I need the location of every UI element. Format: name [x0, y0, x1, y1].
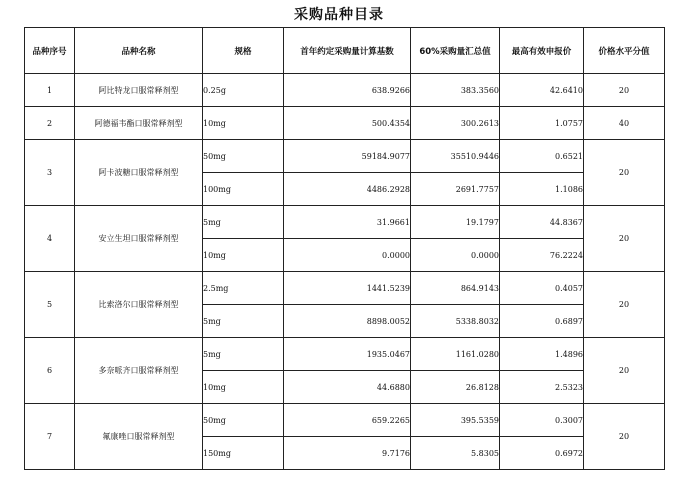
item-spec: 5mg — [203, 305, 284, 338]
item-index: 3 — [25, 140, 75, 206]
item-name: 阿比特龙口服常释剂型 — [75, 74, 203, 107]
item-spec: 50mg — [203, 140, 284, 173]
header-row — [25, 28, 665, 74]
table-row — [25, 140, 665, 173]
item-index: 1 — [25, 74, 75, 107]
base-quantity: 638.9266 — [284, 74, 411, 107]
item-name: 阿德福韦酯口服常释剂型 — [75, 107, 203, 140]
page-title: 采购品种目录 — [294, 7, 384, 23]
item-spec: 150mg — [203, 437, 284, 470]
sum-60pct: 300.2613 — [411, 107, 500, 140]
item-spec: 5mg — [203, 338, 284, 371]
base-quantity: 4486.2928 — [284, 173, 411, 206]
sum-60pct: 864.9143 — [411, 272, 500, 305]
item-spec: 0.25g — [203, 74, 284, 107]
max-price: 1.0757 — [500, 107, 584, 140]
item-spec: 10mg — [203, 371, 284, 404]
max-price: 0.3007 — [500, 404, 584, 437]
max-price: 42.6410 — [500, 74, 584, 107]
price-grade: 40 — [584, 107, 665, 140]
item-spec: 10mg — [203, 239, 284, 272]
max-price: 0.6897 — [500, 305, 584, 338]
item-index: 6 — [25, 338, 75, 404]
sum-60pct: 5338.8032 — [411, 305, 500, 338]
max-price: 1.4896 — [500, 338, 584, 371]
price-grade: 20 — [584, 140, 665, 206]
sum-60pct: 383.3560 — [411, 74, 500, 107]
item-name: 氟康唑口服常释剂型 — [75, 404, 203, 470]
item-name: 多奈哌齐口服常释剂型 — [75, 338, 203, 404]
item-spec: 100mg — [203, 173, 284, 206]
base-quantity: 0.0000 — [284, 239, 411, 272]
table-row — [25, 272, 665, 305]
item-spec: 2.5mg — [203, 272, 284, 305]
base-quantity: 8898.0052 — [284, 305, 411, 338]
sum-60pct: 0.0000 — [411, 239, 500, 272]
item-index: 7 — [25, 404, 75, 470]
item-index: 4 — [25, 206, 75, 272]
max-price: 0.4057 — [500, 272, 584, 305]
item-index: 2 — [25, 107, 75, 140]
table-row — [25, 206, 665, 239]
base-quantity: 500.4354 — [284, 107, 411, 140]
sum-60pct: 5.8305 — [411, 437, 500, 470]
base-quantity: 1441.5239 — [284, 272, 411, 305]
item-name: 比索洛尔口服常释剂型 — [75, 272, 203, 338]
base-quantity: 659.2265 — [284, 404, 411, 437]
col-header-spec: 规格 — [203, 28, 284, 74]
col-header-60pct-sum: 60%采购量汇总值 — [411, 28, 500, 74]
col-header-base-quantity: 首年约定采购量计算基数 — [284, 28, 411, 74]
max-price: 2.5323 — [500, 371, 584, 404]
col-header-price-grade: 价格水平分值 — [584, 28, 665, 74]
sum-60pct: 19.1797 — [411, 206, 500, 239]
table-row — [25, 107, 665, 140]
table-row — [25, 404, 665, 437]
item-name: 安立生坦口服常释剂型 — [75, 206, 203, 272]
sum-60pct: 1161.0280 — [411, 338, 500, 371]
max-price: 0.6972 — [500, 437, 584, 470]
item-name: 阿卡波糖口服常释剂型 — [75, 140, 203, 206]
base-quantity: 9.7176 — [284, 437, 411, 470]
price-grade: 20 — [584, 404, 665, 470]
price-grade: 20 — [584, 272, 665, 338]
table-row — [25, 74, 665, 107]
col-header-max-price: 最高有效申报价 — [500, 28, 584, 74]
procurement-catalog-table — [24, 27, 665, 470]
price-grade: 20 — [584, 74, 665, 107]
base-quantity: 59184.9077 — [284, 140, 411, 173]
sum-60pct: 26.8128 — [411, 371, 500, 404]
max-price: 0.6521 — [500, 140, 584, 173]
item-spec: 5mg — [203, 206, 284, 239]
base-quantity: 31.9661 — [284, 206, 411, 239]
table-row — [25, 338, 665, 371]
max-price: 44.8367 — [500, 206, 584, 239]
item-spec: 10mg — [203, 107, 284, 140]
base-quantity: 1935.0467 — [284, 338, 411, 371]
max-price: 1.1086 — [500, 173, 584, 206]
sum-60pct: 35510.9446 — [411, 140, 500, 173]
col-header-index: 品种序号 — [25, 28, 75, 74]
price-grade: 20 — [584, 206, 665, 272]
col-header-name: 品种名称 — [75, 28, 203, 74]
max-price: 76.2224 — [500, 239, 584, 272]
item-spec: 50mg — [203, 404, 284, 437]
sum-60pct: 395.5359 — [411, 404, 500, 437]
base-quantity: 44.6880 — [284, 371, 411, 404]
price-grade: 20 — [584, 338, 665, 404]
item-index: 5 — [25, 272, 75, 338]
sum-60pct: 2691.7757 — [411, 173, 500, 206]
